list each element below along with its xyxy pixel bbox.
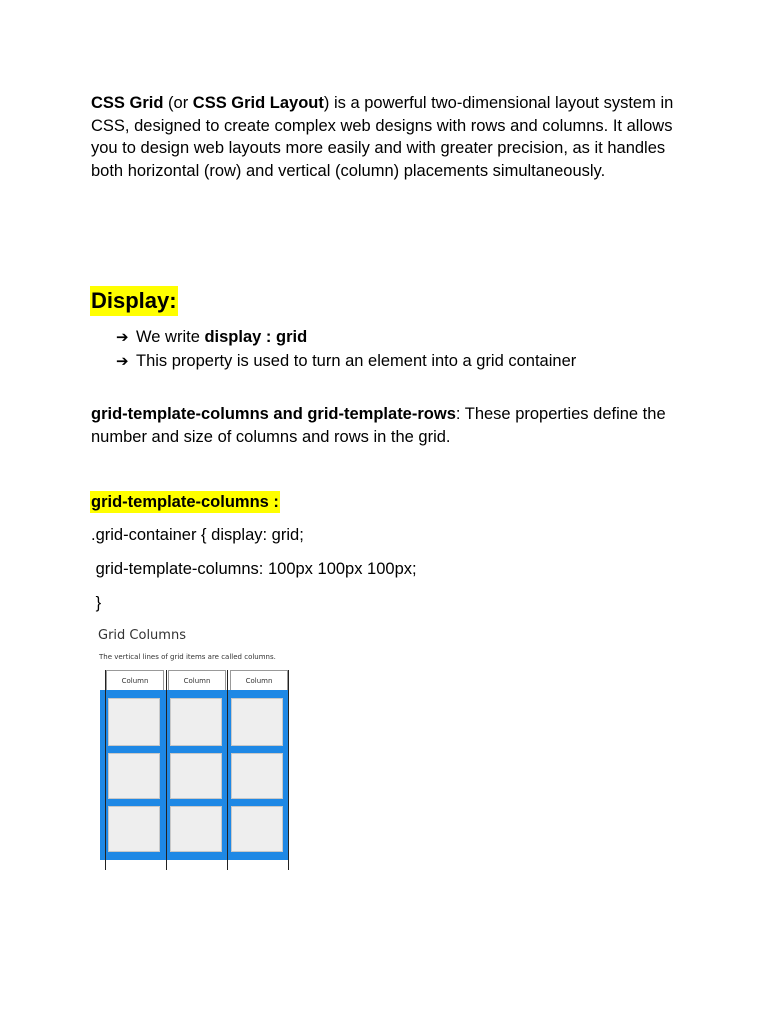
bullet-bold-text: display : grid (204, 328, 308, 346)
grid-cell (170, 806, 222, 852)
bullet-text: We write (136, 328, 205, 346)
intro-bold-css-grid: CSS Grid (91, 94, 164, 112)
bullet-text: This property is used to turn an element into a grid container (136, 351, 577, 370)
arrow-right-icon: ➔ (116, 329, 129, 346)
code-line-1: .grid-container { display: grid; (91, 526, 304, 544)
grid-cell (231, 698, 283, 746)
grid-cell (108, 753, 160, 799)
code-line-2: grid-template-columns: 100px 100px 100px; (91, 560, 417, 578)
figure-subtitle: The vertical lines of grid items are called columns. (99, 653, 276, 661)
grid-illustration (100, 670, 290, 870)
grid-container-illustration (100, 690, 288, 860)
column-label: Column (168, 670, 226, 690)
grid-cell (108, 806, 160, 852)
code-line-3: } (91, 594, 102, 612)
grid-cell (108, 698, 160, 746)
figure-title: Grid Columns (98, 628, 186, 643)
properties-paragraph (91, 403, 691, 448)
column-line (105, 670, 106, 870)
bullet-item (116, 326, 576, 350)
column-line (288, 670, 289, 870)
bullet-item (116, 350, 576, 374)
grid-cell (231, 806, 283, 852)
column-label: Column (230, 670, 288, 690)
properties-text: : These properties define the number and size of columns and rows in the grid. (91, 405, 666, 446)
intro-paragraph (91, 92, 691, 182)
arrow-right-icon: ➔ (116, 352, 129, 370)
grid-cell (170, 698, 222, 746)
display-heading: Display: (90, 286, 178, 316)
grid-template-columns-heading: grid-template-columns : (91, 493, 279, 511)
grid-cell (231, 753, 283, 799)
grid-columns-figure (92, 622, 344, 874)
properties-bold: grid-template-columns and grid-template-rows (91, 405, 456, 423)
column-line (166, 670, 167, 870)
display-bullet-list (116, 326, 576, 373)
intro-text-2: ) is a powerful two-dimensional layout system in CSS, designed to create complex web designs with rows and columns. It allows you to design web layouts more easily and with greater precision, as it handles both horizontal (row) and vertical (column) placements simultaneously. (91, 94, 674, 180)
intro-text-1: (or (163, 94, 193, 112)
grid-cell (170, 753, 222, 799)
column-line (227, 670, 228, 870)
intro-bold-css-grid-layout: CSS Grid Layout (192, 94, 324, 112)
column-label: Column (106, 670, 164, 690)
